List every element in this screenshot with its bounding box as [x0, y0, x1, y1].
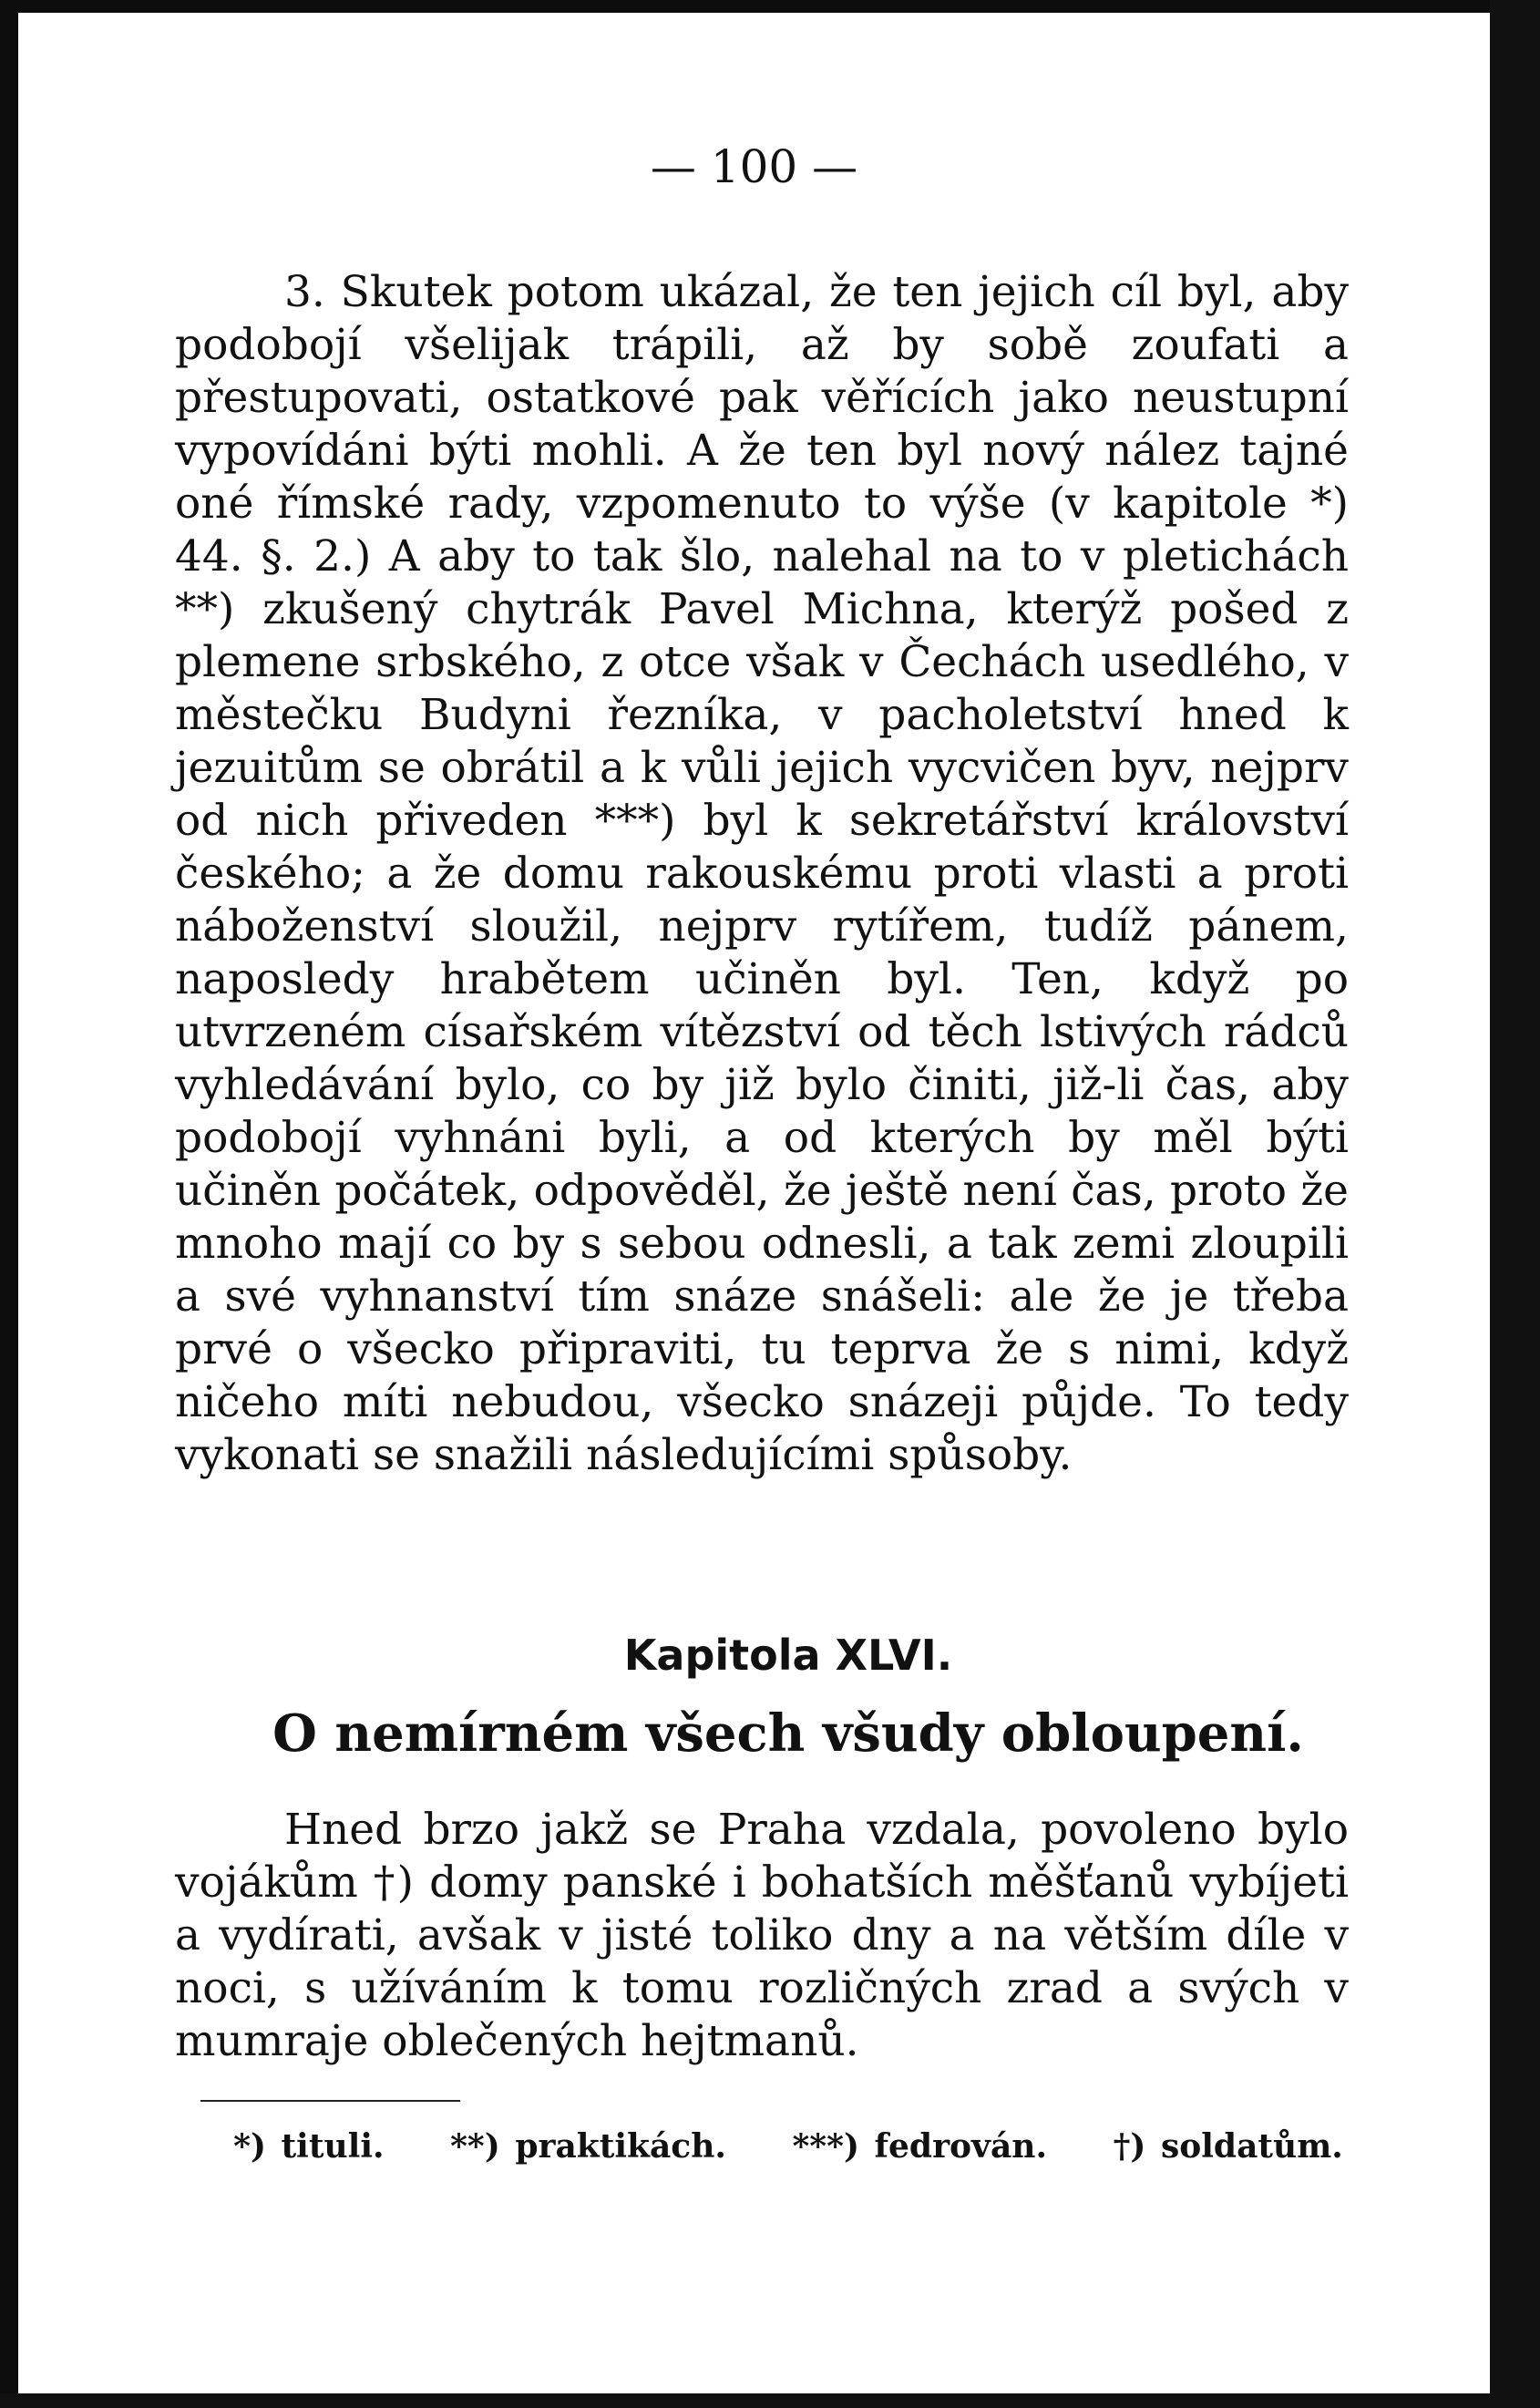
footnote-4: †) soldatům. [1113, 2127, 1343, 2166]
scan-edge-right [1490, 0, 1540, 2408]
paragraph-2: Hned brzo jakž se Praha vzdala, povoleno bylo vojákům †) domy panské i bohatších měšťanů vybíjeti a vydírati, avšak v jisté toliko dny a na větším díle v noci, s užíváním k tomu rozličných zrad a svých v mumraje oblečených hejtmanů. [175, 1805, 1349, 2066]
paragraph-1: 3. Skutek potom ukázal, že ten jejich cíl byl, aby podobojí všelijak trápili, až by sobě zoufati a přestupovati, ostatkové pak věřících jako neustupní vypovídáni býti mohli. A že ten byl nový nález tajné oné římské rady, vzpomenuto to výše (v kapitole *) 44. §. 2.) A aby to tak šlo, nalehal na to v pletichách **) zkušený chytrák Pavel Michna, kterýž pošed z plemene srbského, z otce však v Čechách usedlého, v městečku Budyni řezníka, v pacholetství hned k jezuitům se obrátil a k vůli jejich vycvičen byv, nejprv od nich přiveden ***) byl k sekretářství království českého; a že domu rakouskému proti vlasti a proti náboženství sloužil, nejprv rytířem, tudíž pánem, naposledy hrabětem učiněn byl. Ten, když po utvrzeném císařském vítězství od těch lstivých rádců vyhledávání bylo, co by již bylo činiti, již-li čas, aby podobojí vyhnáni byli, a od kterých by měl býti učiněn počátek, odpověděl, že ještě není čas, proto že mnoho mají co by s sebou odnesli, a tak zemi zloupili a své vyhnanství tím snáze snášeli: ale že je třeba prvé o všecko připraviti, tu teprva že s nimi, když ničeho míti nebudou, všecko snázeji půjde. To tedy vykonati se snažili následujícími spůsoby. [175, 267, 1349, 1480]
chapter-title: O nemírném všech všudy obloupení. [272, 1703, 1304, 1764]
footnote-1: *) tituli. [233, 2127, 385, 2166]
scan-edge-bottom [0, 2393, 1540, 2408]
footnote-3: ***) fedrován. [792, 2127, 1048, 2166]
footnotes [18, 2127, 1490, 2166]
footnote-divider [200, 2100, 460, 2102]
book-page [18, 13, 1490, 2393]
page-number: — 100 — [650, 140, 858, 193]
chapter-label: Kapitola XLVI. [623, 1631, 953, 1680]
footnote-2: **) praktikách. [450, 2127, 726, 2166]
